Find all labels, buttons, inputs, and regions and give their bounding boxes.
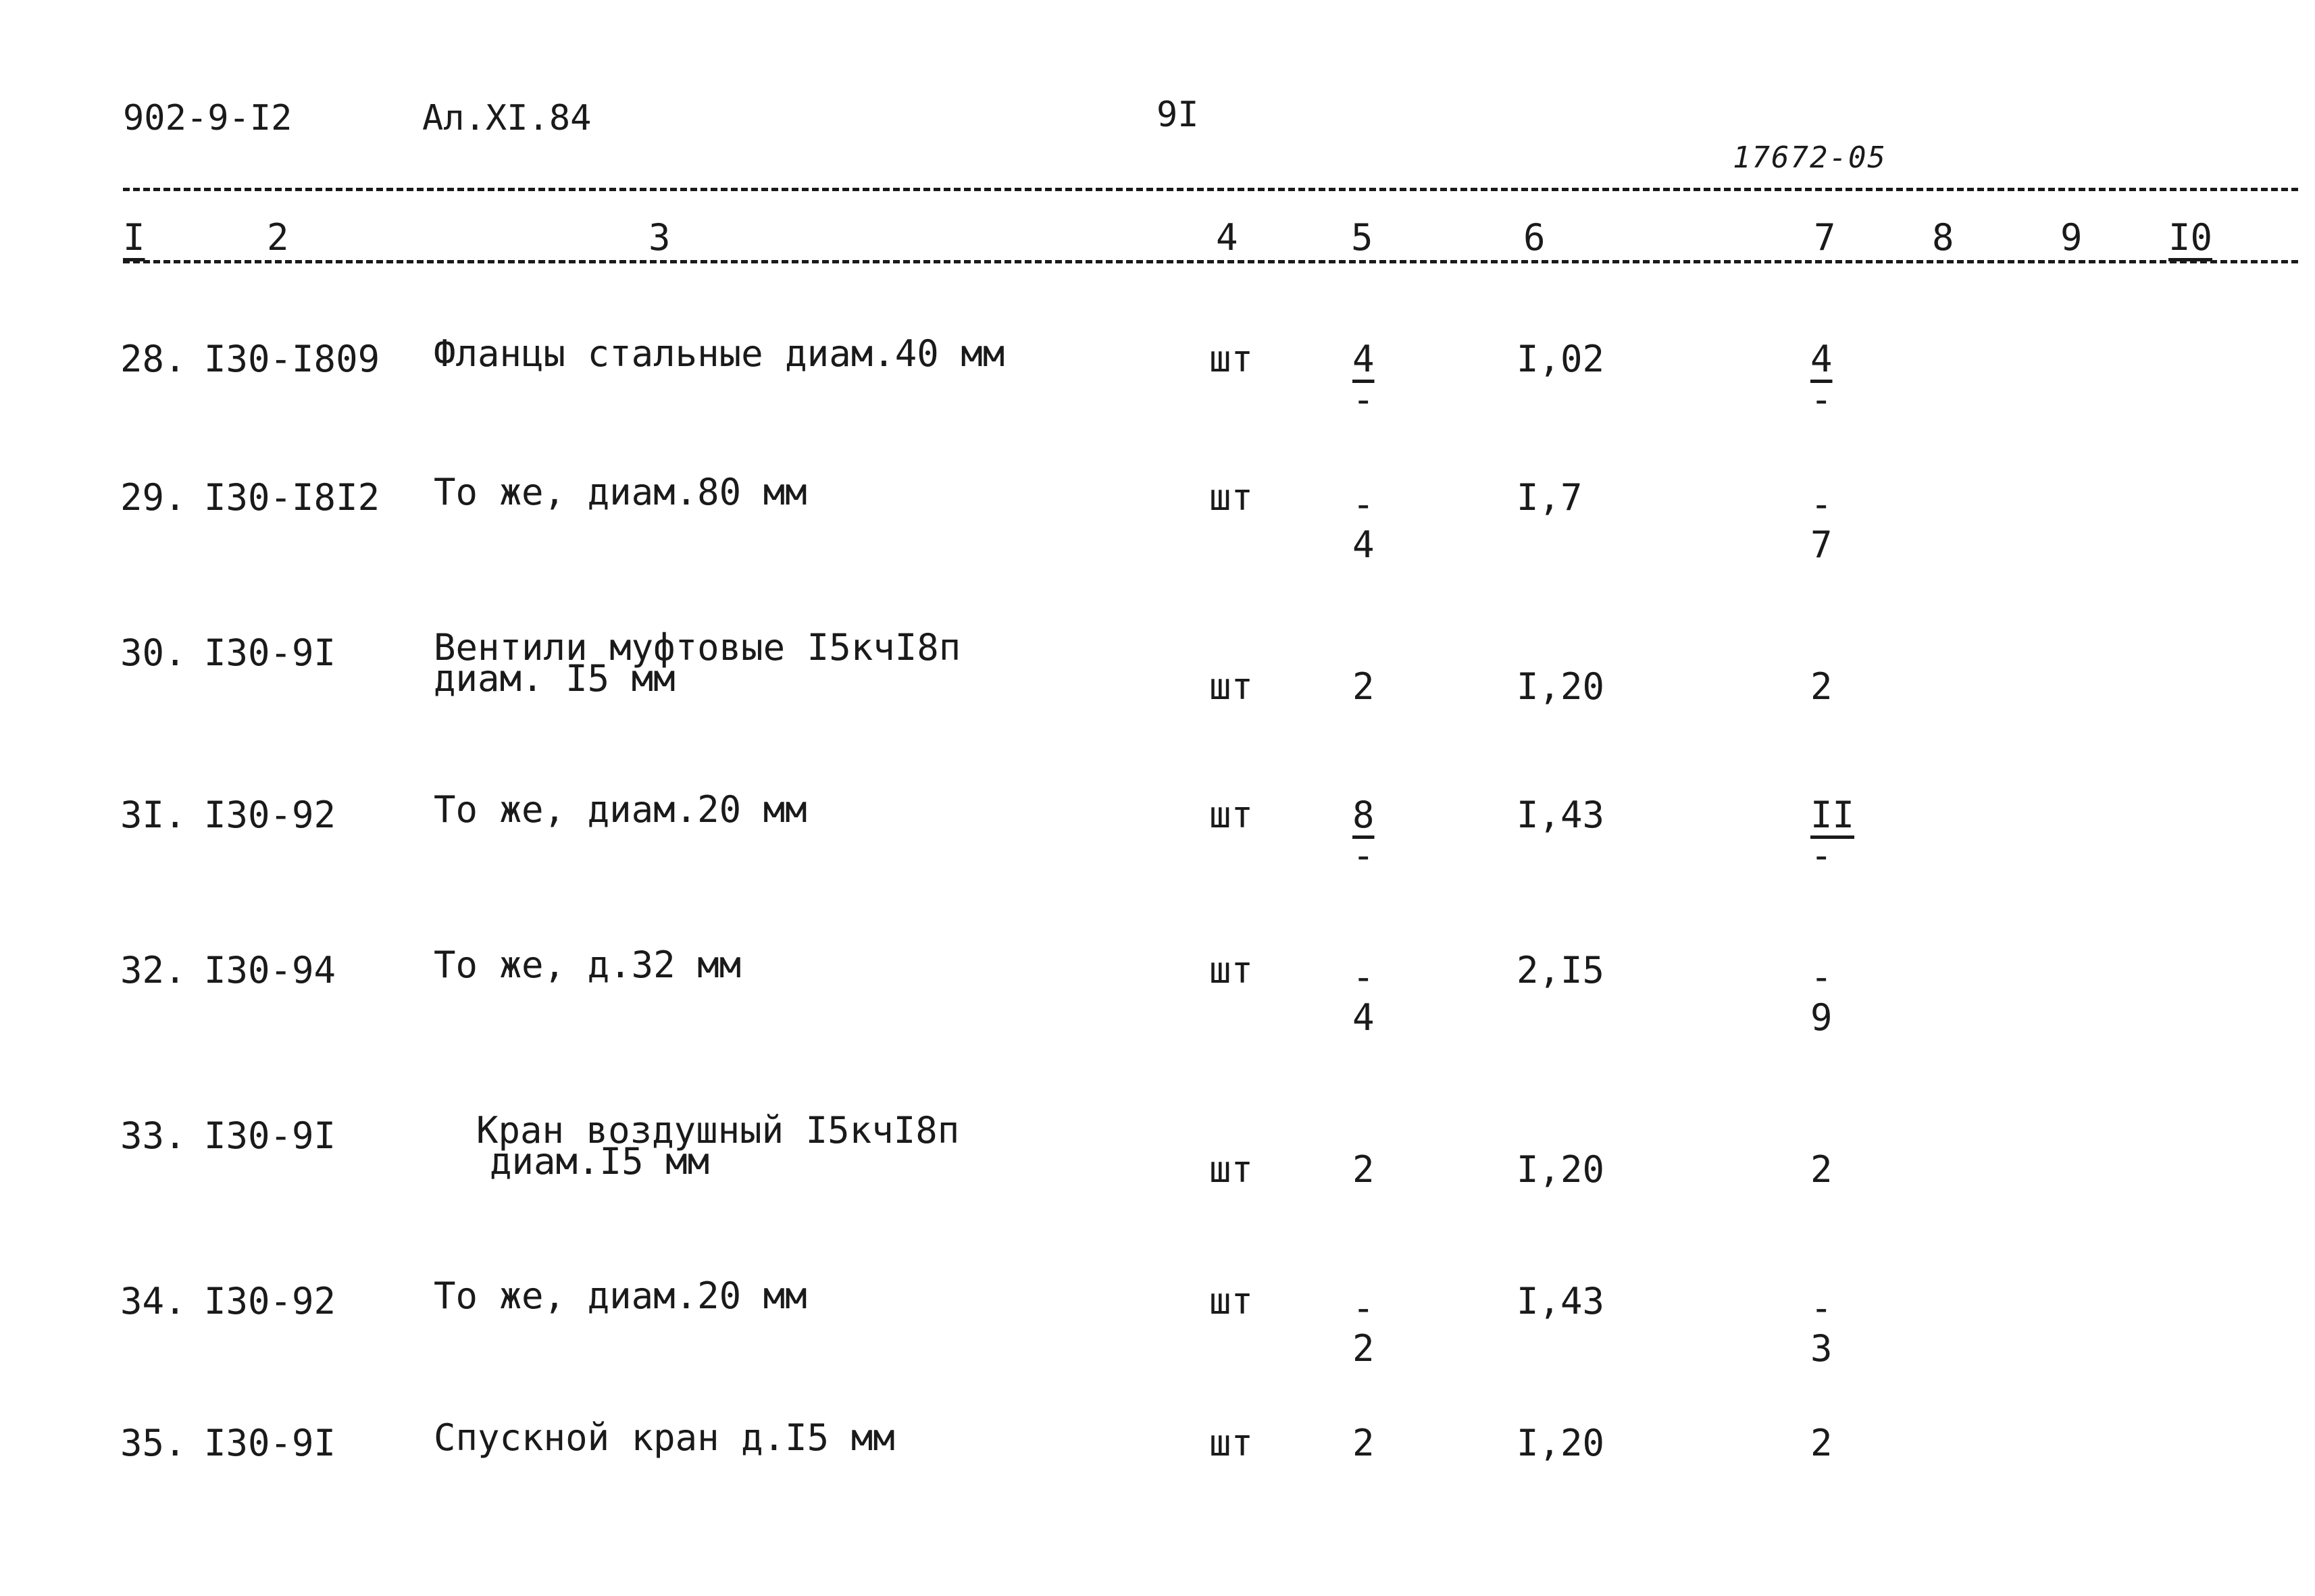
quantity-5-lower: 4 (1352, 523, 1375, 566)
quantity-7-upper: - (1810, 956, 1833, 998)
quantity-5-lower: 4 (1352, 996, 1375, 1039)
coefficient: I,20 (1517, 665, 1605, 708)
coefficient: I,20 (1517, 1422, 1605, 1464)
quantity-7: 2 (1810, 665, 1833, 708)
quantity-7: II (1810, 794, 1855, 836)
row-number: 34. (120, 1280, 186, 1322)
quantity-7-under: - (1810, 378, 1833, 421)
quantity-5: 4 (1352, 338, 1375, 380)
quantity-7: 4 (1810, 338, 1833, 380)
quantity-7-lower: 7 (1810, 523, 1833, 566)
price-code: I30-9I (204, 632, 336, 674)
column-number-5: 5 (1351, 216, 1373, 259)
quantity-7-lower: 3 (1810, 1327, 1833, 1370)
column-number-7: 7 (1814, 216, 1836, 259)
coefficient: I,43 (1517, 794, 1605, 836)
item-description: Вентили муфтовые I5кчI8п (434, 626, 961, 669)
document-number: 902-9-I2 (123, 98, 292, 138)
item-description: диам. I5 мм (434, 657, 676, 700)
quantity-7-lower: 9 (1810, 996, 1833, 1039)
quantity-5-upper: - (1352, 483, 1375, 525)
quantity-5-under: - (1352, 834, 1375, 877)
item-description: То же, диам.20 мм (434, 788, 807, 831)
column-number-8: 8 (1932, 216, 1954, 259)
column-number-4: 4 (1216, 216, 1238, 259)
item-description: диам.I5 мм (490, 1140, 710, 1183)
column-number-3: 3 (648, 216, 671, 259)
row-number: 29. (120, 476, 186, 519)
quantity-5: 2 (1352, 1148, 1375, 1191)
price-code: I30-92 (204, 1280, 336, 1322)
quantity-7-upper: - (1810, 1287, 1833, 1329)
item-description: Фланцы стальные диам.40 мм (434, 332, 1005, 375)
item-description: Спускной кран д.I5 мм (434, 1416, 895, 1459)
coefficient: 2,I5 (1517, 949, 1605, 992)
unit: шт (1209, 794, 1254, 836)
quantity-7-upper: - (1810, 483, 1833, 525)
item-description: То же, д.32 мм (434, 944, 742, 986)
column-number-1: I (123, 216, 145, 259)
price-code: I30-I8I2 (204, 476, 380, 519)
quantity-5: 2 (1352, 665, 1375, 708)
column-number-9: 9 (2060, 216, 2083, 259)
quantity-5: 2 (1352, 1422, 1375, 1464)
row-number: 3I. (120, 794, 186, 836)
header-rule-top (123, 188, 2298, 191)
header-rule-bottom (123, 260, 2298, 263)
inventory-stamp: 17672-05 (1733, 140, 1887, 175)
price-code: I30-92 (204, 794, 336, 836)
item-description: Кран воздушный I5кчI8п (476, 1109, 960, 1152)
column-number-10: I0 (2168, 216, 2213, 259)
quantity-5-under: - (1352, 378, 1375, 421)
unit: шт (1209, 1422, 1254, 1464)
quantity-5-lower: 2 (1352, 1327, 1375, 1370)
unit: шт (1209, 338, 1254, 380)
coefficient: I,20 (1517, 1148, 1605, 1191)
price-code: I30-94 (204, 949, 336, 992)
row-number: 32. (120, 949, 186, 992)
unit: шт (1209, 665, 1254, 708)
price-code: I30-9I (204, 1114, 336, 1157)
quantity-5: 8 (1352, 794, 1375, 836)
item-description: То же, диам.80 мм (434, 471, 807, 513)
page-number: 9I (1156, 95, 1199, 135)
column-number-2: 2 (267, 216, 289, 259)
coefficient: I,02 (1517, 338, 1605, 380)
item-description: То же, диам.20 мм (434, 1275, 807, 1317)
row-number: 33. (120, 1114, 186, 1157)
row-number: 35. (120, 1422, 186, 1464)
quantity-5-upper: - (1352, 956, 1375, 998)
unit: шт (1209, 1148, 1254, 1191)
quantity-7-under: - (1810, 834, 1833, 877)
quantity-5-upper: - (1352, 1287, 1375, 1329)
unit: шт (1209, 1280, 1254, 1322)
price-code: I30-9I (204, 1422, 336, 1464)
unit: шт (1209, 949, 1254, 992)
quantity-7: 2 (1810, 1148, 1833, 1191)
coefficient: I,7 (1517, 476, 1583, 519)
price-code: I30-I809 (204, 338, 380, 380)
album-code: Ал.XI.84 (422, 98, 592, 138)
row-number: 30. (120, 632, 186, 674)
quantity-7: 2 (1810, 1422, 1833, 1464)
unit: шт (1209, 476, 1254, 519)
column-number-6: 6 (1523, 216, 1546, 259)
row-number: 28. (120, 338, 186, 380)
coefficient: I,43 (1517, 1280, 1605, 1322)
